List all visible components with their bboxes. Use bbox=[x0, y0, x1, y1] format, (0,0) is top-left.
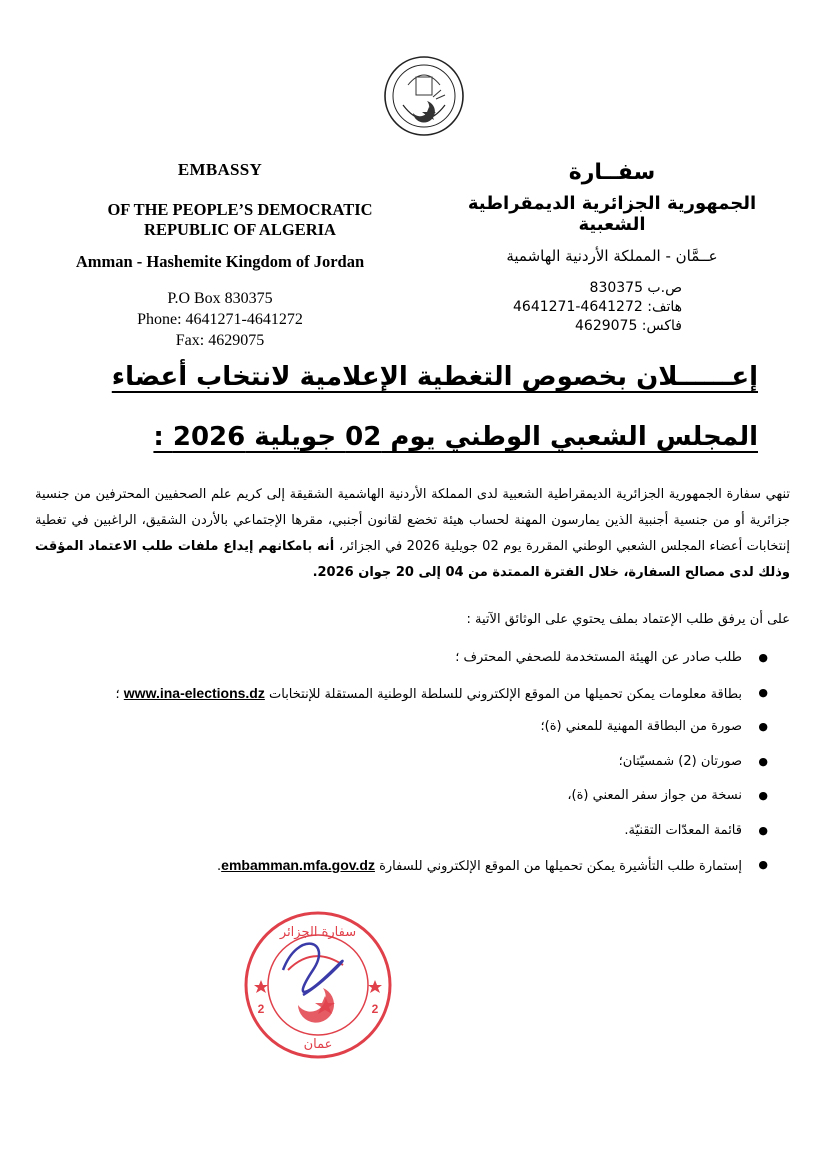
list-item-text: قائمة المعدّات التقنيّة. bbox=[624, 822, 742, 838]
po-box: P.O Box 830375 bbox=[167, 290, 273, 307]
list-item bbox=[48, 786, 768, 821]
list-item-text: طلب صادر عن الهيئة المستخدمة للصحفي المحترف ؛ bbox=[455, 650, 742, 665]
embassy-title: EMBASSY bbox=[177, 160, 263, 179]
list-item-text: بطاقة معلومات يمكن تحميلها من الموقع الإلكتروني للسلطة الوطنية المستقلة للإنتخابات bbox=[264, 686, 742, 702]
list-item-suffix: ؛ bbox=[115, 686, 124, 702]
list-item bbox=[48, 717, 768, 752]
stamp-number-right: 2 bbox=[371, 1002, 379, 1016]
list-item bbox=[48, 683, 768, 718]
announcement-title-line-1 bbox=[58, 362, 758, 392]
embassy-stamp-icon bbox=[243, 910, 393, 1060]
stamp-number-left: 2 bbox=[257, 1002, 265, 1016]
ina-elections-link[interactable]: www.ina-elections.dz bbox=[123, 684, 265, 701]
city-line: Amman - Hashemite Kingdom of Jordan bbox=[75, 252, 365, 271]
announcement-title-line-2 bbox=[58, 422, 758, 452]
country-line-1: OF THE PEOPLE’S DEMOCRATIC bbox=[107, 200, 373, 219]
list-item-text: صورة من البطاقة المهنية للمعني (ة)؛ bbox=[540, 719, 742, 734]
list-item bbox=[48, 752, 768, 787]
required-documents-list bbox=[48, 648, 768, 890]
list-item bbox=[48, 821, 768, 856]
embassy-website-link[interactable]: embamman.mfa.gov.dz bbox=[221, 857, 375, 873]
algeria-emblem-icon bbox=[383, 55, 465, 137]
documents-intro: على أن يرفق طلب الإعتماد بملف يحتوي على الوثائق الآتية : bbox=[466, 612, 790, 627]
phone: Phone: 4641271-4641272 bbox=[137, 311, 303, 328]
announcement-body bbox=[35, 482, 790, 586]
po-box-ar: ص.ب 830375 bbox=[589, 280, 682, 296]
list-item-suffix: . bbox=[217, 859, 222, 874]
list-item bbox=[48, 855, 768, 890]
letterhead-arabic bbox=[432, 160, 792, 336]
fax: Fax: 4629075 bbox=[175, 332, 265, 349]
phone-ar: هاتف: 4641272-4641271 bbox=[513, 299, 682, 315]
list-item bbox=[48, 648, 768, 683]
list-item-text: صورتان (2) شمسيّتان؛ bbox=[618, 753, 742, 769]
stamp-text-bottom: عمان bbox=[303, 1037, 333, 1052]
country-line-2: REPUBLIC OF ALGERIA bbox=[144, 220, 336, 239]
stamp-text-top: سفارة الجزائر bbox=[279, 925, 357, 940]
list-item-text: نسخة من جواز سفر المعني (ة)، bbox=[567, 788, 742, 803]
body-paragraph-bold: أنه بامكانهم إيداع ملفات طلب الاعتماد المؤقت وذلك لدى مصالح السفارة، خلال الفترة الممتدة من 04 إلى 20 جوان 2026. bbox=[35, 539, 790, 580]
fax-ar: فاكس: 4629075 bbox=[575, 318, 682, 334]
list-item-text: إستمارة طلب التأشيرة يمكن تحميلها من الموقع الإلكتروني للسفارة bbox=[374, 859, 742, 874]
country-line-ar: الجمهورية الجزائرية الديمقراطية الشعبية bbox=[467, 193, 757, 235]
body-paragraph: تنهي سفارة الجمهورية الجزائرية الديمقراطية الشعبية لدى المملكة الأردنية الهاشمية الشقيقة إلى كريم علم الصحفيين المحترفين من جنسية جزائرية أو من جنسية أجنبية الذين يمارسون المهنة لحساب هيئة تخضع لقانون أجنبي، مقرها الإجتماعي بالأردن الشقيق، الراغبين في تغطية إنتخابات أعضاء المجلس الشعبي الوطني المقررة يوم 02 جويلية 2026 في الجزائر، bbox=[35, 487, 790, 554]
letterhead-english bbox=[40, 160, 400, 351]
city-line-ar: عــمَّان - المملكة الأردنية الهاشمية bbox=[506, 247, 718, 265]
headline-text-1: إعــــــلان بخصوص التغطية الإعلامية لانتخاب أعضاء bbox=[111, 362, 758, 392]
signature-stroke bbox=[283, 944, 343, 995]
headline-text-2: المجلس الشعبي الوطني يوم 02 جويلية 2026 : bbox=[153, 422, 758, 452]
embassy-title-ar: سفــارة bbox=[568, 160, 656, 185]
